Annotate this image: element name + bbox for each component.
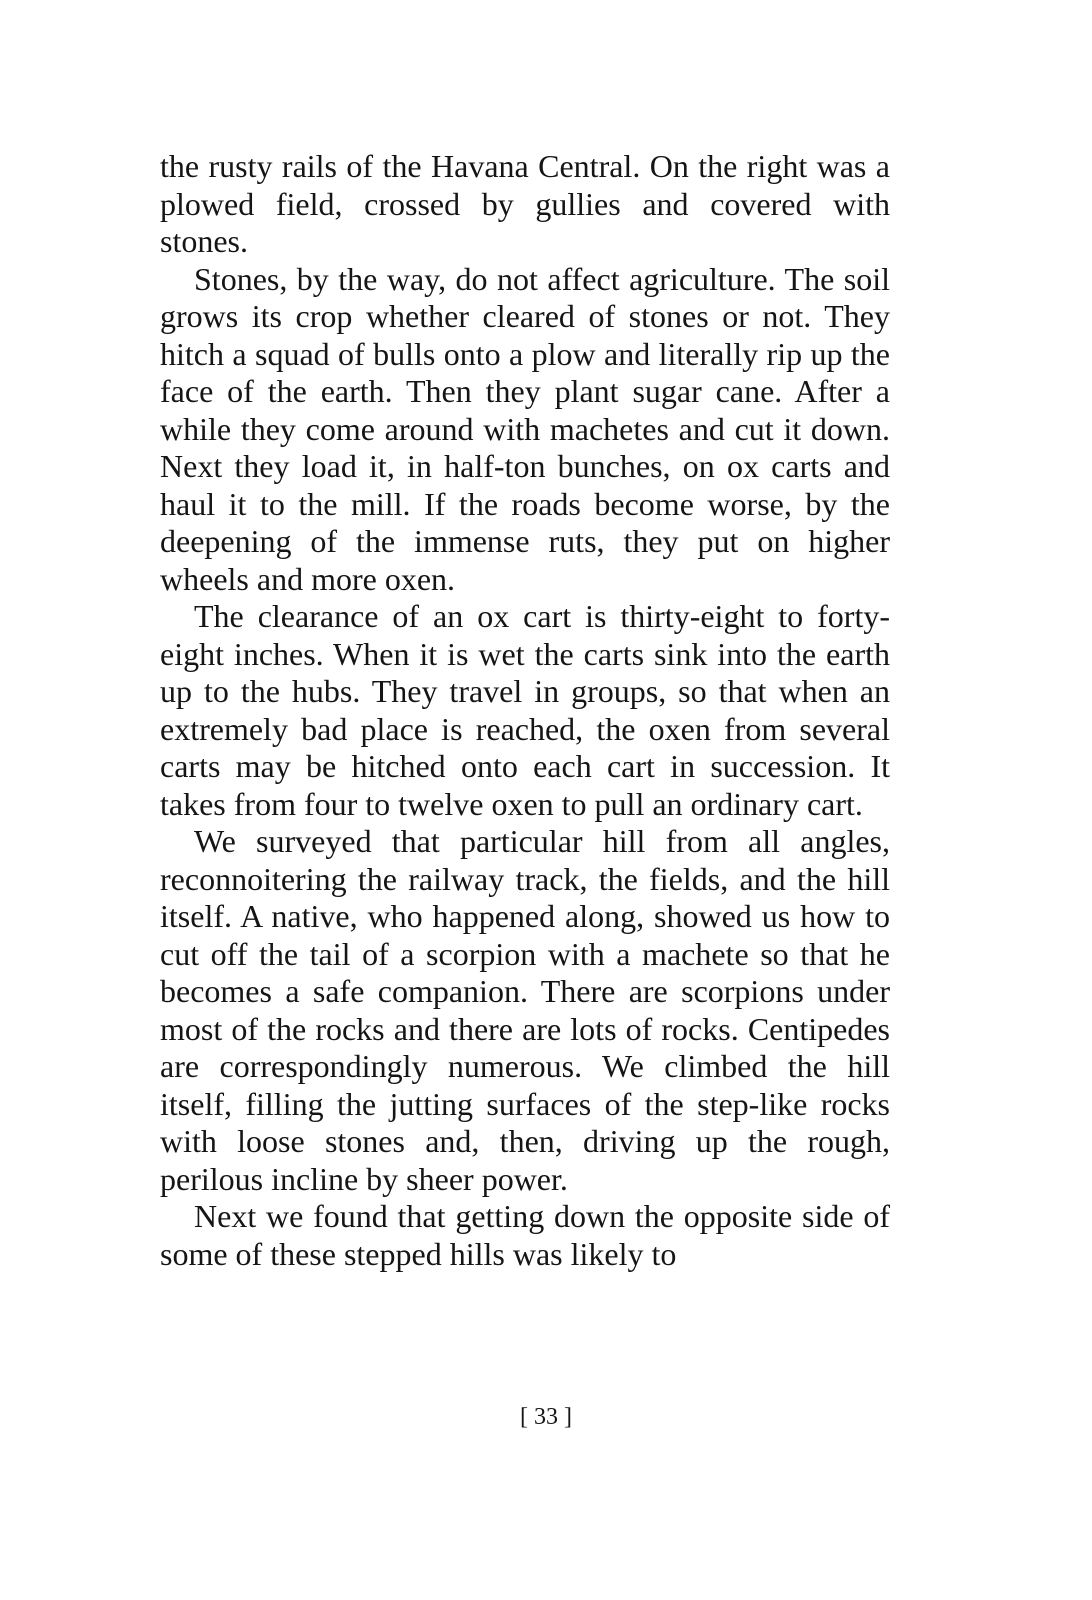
page-number: [ 33 ] xyxy=(520,1404,572,1430)
paragraph-ox-cart: The clearance of an ox cart is thirty-eight to forty-eight inches. When it is wet the carts sink into the earth up to the hubs. They travel in groups, so that when an extremely bad place is reached, the oxen from several carts may be hitched onto each cart in succession. It takes from four to twelve oxen to pull an ordinary cart. xyxy=(160,598,890,822)
paragraph-survey: We surveyed that particular hill from all angles, reconnoitering the railway track, the fields, and the hill itself. A native, who happened along, showed us how to cut off the tail of a scorpion with a machete so that he becomes a safe companion. There are scorpions under most of the rocks and there are lots of rocks. Centipedes are correspondingly numerous. We climbed the hill itself, filling the jutting surfaces of the step-like rocks with loose stones and, then, driving up the rough, perilous incline by sheer power. xyxy=(160,823,890,1197)
paragraph-continuation: the rusty rails of the Havana Central. On the right was a plowed field, crossed by gullies and covered with stones. xyxy=(160,148,890,259)
paragraph-descent: Next we found that getting down the opposite side of some of these stepped hills was likely to xyxy=(160,1198,890,1272)
paragraph-stones: Stones, by the way, do not affect agriculture. The soil grows its crop whether cleared of stones or not. They hitch a squad of bulls onto a plow and literally rip up the face of the earth. Then they plant sugar cane. After a while they come around with machetes and cut it down. Next they load it, in half-ton bunches, on ox carts and haul it to the mill. If the roads become worse, by the deepening of the immense ruts, they put on higher wheels and more oxen. xyxy=(160,260,890,597)
body-text xyxy=(160,148,890,1273)
